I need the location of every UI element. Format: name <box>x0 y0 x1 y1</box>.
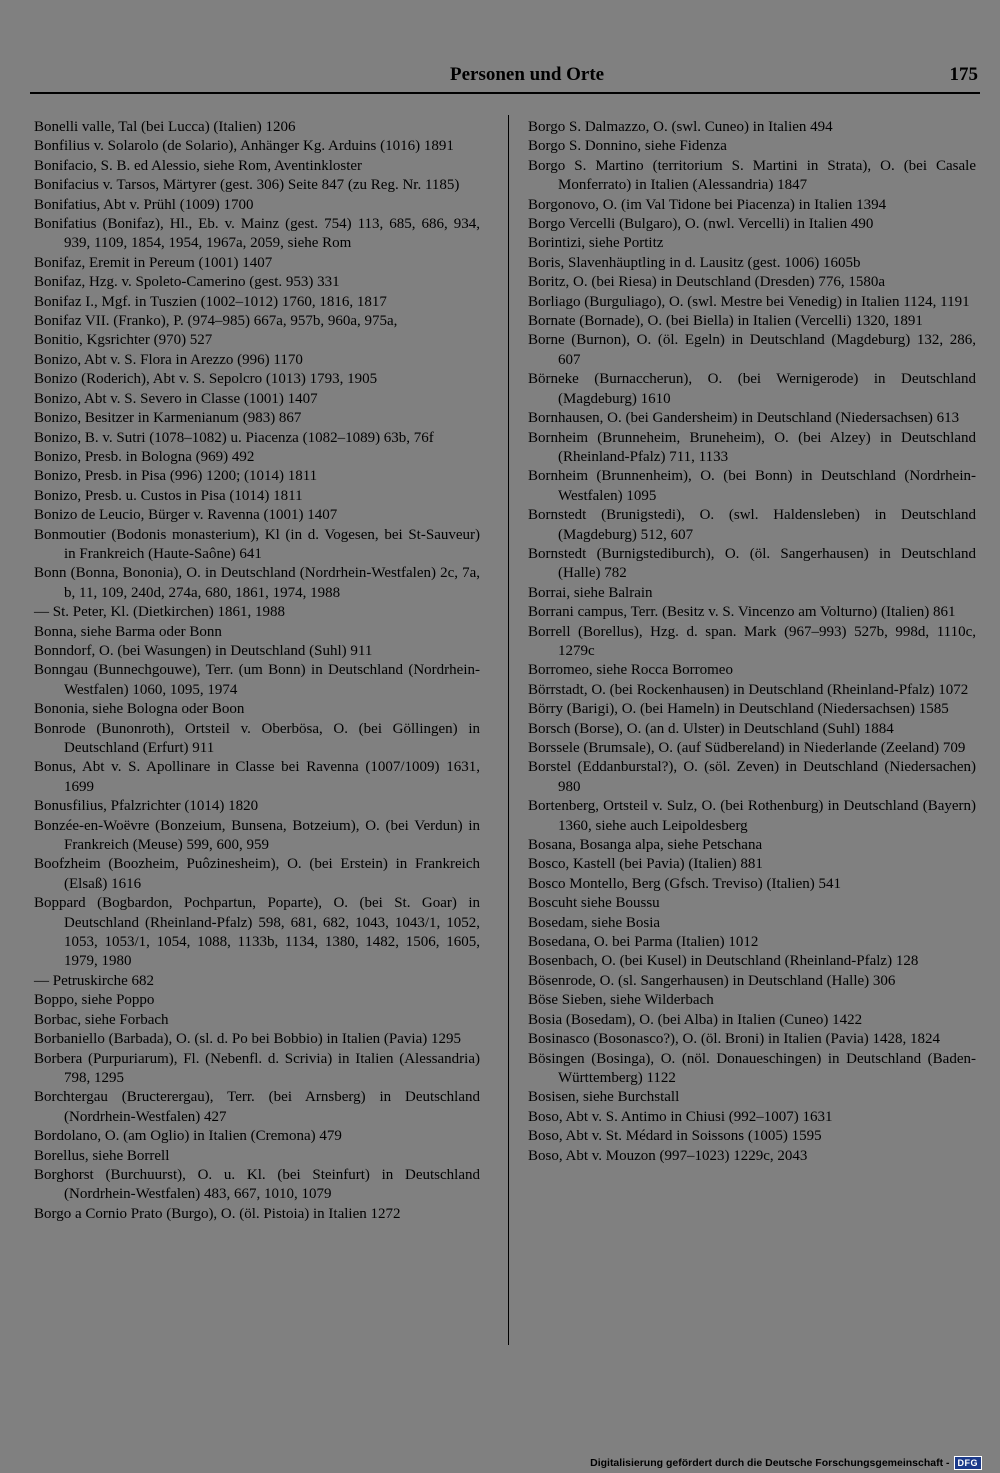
index-entry: Bonifaz, Eremit in Pereum (1001) 1407 <box>34 254 273 271</box>
index-entry: Bonifatius, Abt v. Prühl (1009) 1700 <box>34 196 254 213</box>
index-entry: Boritz, O. (bei Riesa) in Deutschland (Dresden) 776, 1580a <box>528 274 885 291</box>
index-entry: Bornate (Bornade), O. (bei Biella) in Italien (Vercelli) 1320, 1891 <box>528 313 923 330</box>
index-entry: Boppard (Bogbardon, Pochpartun, Poparte), O. (bei St. Goar) in Deutschland (Rheinland-Pfalz) 598, 681, 682, 1043, 1043/1, 1052, 1053, 1053/1, 1054, 1088, 1133b, 1134, 1380, 1482, 1506, 1605, 1979, 1980 <box>34 895 480 970</box>
index-entry: Bonizo, Abt v. S. Flora in Arezzo (996) 1170 <box>34 351 303 368</box>
index-entry: Bonifaz, Hzg. v. Spoleto-Camerino (gest. 953) 331 <box>34 274 340 291</box>
index-entry: Borrell (Borellus), Hzg. d. span. Mark (967–993) 527b, 998d, 1110c, 1279c <box>528 623 976 659</box>
index-entry: Bonizo, Besitzer in Karmenianum (983) 867 <box>34 410 302 427</box>
index-entry: — St. Peter, Kl. (Dietkirchen) 1861, 1988 <box>34 604 286 621</box>
index-entry: Borgo S. Donnino, siehe Fidenza <box>528 138 727 155</box>
index-entry: Borgo Vercelli (Bulgaro), O. (nwl. Vercelli) in Italien 490 <box>528 216 874 233</box>
index-entry: Borrai, siehe Balrain <box>528 584 653 601</box>
index-entry: Borssele (Brumsale), O. (auf Südbereland) in Niederlande (Zeeland) 709 <box>528 740 966 756</box>
index-entry: Boso, Abt v. St. Médard in Soissons (1005) 1595 <box>528 1128 822 1145</box>
page-header <box>30 60 980 94</box>
footer-text: Digitalisierung gefördert durch die Deutsche Forschungsgemeinschaft - <box>590 1457 950 1469</box>
index-entry: Bonelli valle, Tal (bei Lucca) (Italien) 1206 <box>34 119 296 135</box>
index-entry: Borstel (Eddanburstal?), O. (söl. Zeven) in Deutschland (Niedersachen) 980 <box>528 759 976 795</box>
index-entry: Borchtergau (Bructerergau), Terr. (bei Arnsberg) in Deutschland (Nordrhein-Westfalen) 427 <box>34 1089 480 1125</box>
index-entry: Bonizo, Presb. u. Custos in Pisa (1014) 1811 <box>34 487 303 504</box>
index-entry: Bonifacio, S. B. ed Alessio, siehe Rom, Aventinkloster <box>34 157 363 174</box>
index-entry: Borromeo, siehe Rocca Borromeo <box>528 662 733 679</box>
index-entry: Boso, Abt v. Mouzon (997–1023) 1229c, 2043 <box>528 1147 808 1164</box>
index-entry: Bosedana, O. bei Parma (Italien) 1012 <box>528 934 759 951</box>
index-entry: Bonizo (Roderich), Abt v. S. Sepolcro (1013) 1793, 1905 <box>34 371 378 388</box>
index-entry: Bornstedt (Brunigstedi), O. (swl. Haldensleben) in Deutschland (Magdeburg) 512, 607 <box>528 507 976 543</box>
index-entry: Bonn (Bonna, Bononia), O. in Deutschland (Nordrhein-Westfalen) 2c, 7a, b, 11, 109, 240d, 274a, 680, 1861, 1974, 1988 <box>34 565 480 601</box>
dfg-logo: DFG <box>954 1456 983 1470</box>
index-entry: Börrstadt, O. (bei Rockenhausen) in Deutschland (Rheinland-Pfalz) 1072 <box>528 681 969 698</box>
index-entry: Borrani campus, Terr. (Besitz v. S. Vincenzo am Volturno) (Italien) 861 <box>528 604 956 621</box>
index-entry: Bosia (Bosedam), O. (bei Alba) in Italien (Cuneo) 1422 <box>528 1011 863 1028</box>
index-entry: Boris, Slavenhäuptling in d. Lausitz (gest. 1006) 1605b <box>528 254 861 271</box>
index-entry: Bonizo de Leucio, Bürger v. Ravenna (1001) 1407 <box>34 507 338 524</box>
index-entry: Böse Sieben, siehe Wilderbach <box>528 992 714 1009</box>
right-column <box>528 118 976 1166</box>
index-entry: Bosenbach, O. (bei Kusel) in Deutschland (Rheinland-Pfalz) 128 <box>528 953 919 970</box>
index-entry: Borbera (Purpuriarum), Fl. (Nebenfl. d. Scrivia) in Italien (Alessandria) 798, 1295 <box>34 1050 480 1086</box>
index-entry: Borintizi, siehe Portitz <box>528 235 664 252</box>
index-entry: Bonitio, Kgsrichter (970) 527 <box>34 332 213 349</box>
index-entry: Bonngau (Bunnechgouwe), Terr. (um Bonn) in Deutschland (Nordrhein-Westfalen) 1060, 1095, 1974 <box>34 662 480 698</box>
index-entry: Bonizo, Presb. in Bologna (969) 492 <box>34 448 255 465</box>
index-entry: Bösenrode, O. (sl. Sangerhausen) in Deutschland (Halle) 306 <box>528 972 896 989</box>
index-entry: Borbaniello (Barbada), O. (sl. d. Po bei Bobbio) in Italien (Pavia) 1295 <box>34 1031 461 1048</box>
index-entry: Bordolano, O. (am Oglio) in Italien (Cremona) 479 <box>34 1128 342 1145</box>
index-entry: Bosisen, siehe Burchstall <box>528 1089 680 1106</box>
index-entry: Bonizo, Presb. in Pisa (996) 1200; (1014) 1811 <box>34 468 318 485</box>
index-entry: Bortenberg, Ortsteil v. Sulz, O. (bei Rothenburg) in Deutschland (Bayern) 1360, siehe auch Leipoldesberg <box>528 798 976 834</box>
index-entry: Borgo S. Martino (territorium S. Martini in Strata), O. (bei Casale Monferrato) in Italien (Alessandria) 1847 <box>528 157 976 194</box>
index-entry: Bonndorf, O. (bei Wasungen) in Deutschland (Suhl) 911 <box>34 642 373 659</box>
index-entry: Bosco Montello, Berg (Gfsch. Treviso) (Italien) 541 <box>528 875 842 892</box>
index-entry: Bosana, Bosanga alpa, siehe Petschana <box>528 837 763 854</box>
index-entry: Bonna, siehe Barma oder Bonn <box>34 623 222 640</box>
index-entry: Bornheim (Brunnenheim), O. (bei Bonn) in Deutschland (Nordrhein-Westfalen) 1095 <box>528 468 976 504</box>
index-entry: Borgo S. Dalmazzo, O. (swl. Cuneo) in Italien 494 <box>528 119 833 135</box>
index-entry: Bonzée-en-Woëvre (Bonzeium, Bunsena, Botzeium), O. (bei Verdun) in Frankreich (Meuse) 599, 600, 959 <box>34 817 480 854</box>
index-entry: Bonrode (Bunonroth), Ortsteil v. Oberbösa, O. (bei Göllingen) in Deutschland (Erfurt) 911 <box>34 720 480 756</box>
index-entry: Borne (Burnon), O. (öl. Egeln) in Deutschland (Magdeburg) 132, 286, 607 <box>528 332 976 368</box>
index-entry: Boppo, siehe Poppo <box>34 992 155 1009</box>
index-entry: Bosco, Kastell (bei Pavia) (Italien) 881 <box>528 856 763 873</box>
index-entry: Boso, Abt v. S. Antimo in Chiusi (992–1007) 1631 <box>528 1108 833 1125</box>
index-entry: Borliago (Burguliago), O. (swl. Mestre bei Venedig) in Italien 1124, 1191 <box>528 293 970 310</box>
index-entry: Börry (Barigi), O. (bei Hameln) in Deutschland (Niedersachsen) 1585 <box>528 701 949 718</box>
index-entry: Bonizo, B. v. Sutri (1078–1082) u. Piacenza (1082–1089) 63b, 76f <box>34 429 434 446</box>
index-entry: Bonfilius v. Solarolo (de Solario), Anhänger Kg. Arduins (1016) 1891 <box>34 138 454 155</box>
index-entry: Borellus, siehe Borrell <box>34 1147 170 1164</box>
index-entry: Bonus, Abt v. S. Apollinare in Classe bei Ravenna (1007/1009) 1631, 1699 <box>34 759 480 795</box>
index-entry: Bonifacius v. Tarsos, Märtyrer (gest. 306) Seite 847 (zu Reg. Nr. 1185) <box>34 177 460 194</box>
index-entry: Borsch (Borse), O. (an d. Ulster) in Deutschland (Suhl) 1884 <box>528 720 894 737</box>
index-entry: Bonmoutier (Bodonis monasterium), Kl (in d. Vogesen, bei St-Sauveur) in Frankreich (Haute-Saône) 641 <box>34 526 480 562</box>
index-entry: Bornheim (Brunneheim, Bruneheim), O. (bei Alzey) in Deutschland (Rheinland-Pfalz) 711, 1133 <box>528 429 976 465</box>
page-number: 175 <box>949 64 978 85</box>
index-entry: Bonifaz VII. (Franko), P. (974–985) 667a, 957b, 960a, 975a, <box>34 313 398 330</box>
index-entry: Bosinasco (Bosonasco?), O. (öl. Broni) in Italien (Pavia) 1428, 1824 <box>528 1031 941 1048</box>
index-entry: Bononia, siehe Bologna oder Boon <box>34 701 245 718</box>
index-entry: Bonifaz I., Mgf. in Tuszien (1002–1012) 1760, 1816, 1817 <box>34 293 387 310</box>
index-entry: Bosedam, siehe Bosia <box>528 914 661 931</box>
page-title: Personen und Orte <box>450 64 605 85</box>
left-column <box>34 118 480 1224</box>
index-entry: Bornhausen, O. (bei Gandersheim) in Deutschland (Niedersachsen) 613 <box>528 410 960 427</box>
footer <box>590 1456 982 1470</box>
index-entry: Borghorst (Burchuurst), O. u. Kl. (bei Steinfurt) in Deutschland (Nordrhein-Westfalen) 483, 667, 1010, 1079 <box>34 1166 480 1203</box>
index-entry: Börneke (Burnaccherun), O. (bei Wernigerode) in Deutschland (Magdeburg) 1610 <box>528 371 976 407</box>
index-entry: Borbac, siehe Forbach <box>34 1011 169 1028</box>
index-entry: Bonusfilius, Pfalzrichter (1014) 1820 <box>34 798 259 815</box>
index-entry: Borgo a Cornio Prato (Burgo), O. (öl. Pistoia) in Italien 1272 <box>34 1205 401 1222</box>
column-divider <box>508 115 509 1345</box>
index-entry: Bösingen (Bosinga), O. (nöl. Donaueschingen) in Deutschland (Baden-Württemberg) 1122 <box>528 1050 976 1086</box>
index-entry: Bonifatius (Bonifaz), Hl., Eb. v. Mainz (gest. 754) 113, 685, 686, 934, 939, 1109, 1854, 1954, 1967a, 2059, siehe Rom <box>34 216 480 252</box>
index-entry: Bonizo, Abt v. S. Severo in Classe (1001) 1407 <box>34 390 318 407</box>
index-entry: Bornstedt (Burnigstediburch), O. (öl. Sangerhausen) in Deutschland (Halle) 782 <box>528 545 976 582</box>
index-entry: — Petruskirche 682 <box>34 972 154 989</box>
index-entry: Boscuht siehe Boussu <box>528 895 660 912</box>
index-entry: Borgonovo, O. (im Val Tidone bei Piacenza) in Italien 1394 <box>528 196 887 213</box>
index-entry: Boofzheim (Boozheim, Puôzinesheim), O. (bei Erstein) in Frankreich (Elsaß) 1616 <box>34 856 480 892</box>
